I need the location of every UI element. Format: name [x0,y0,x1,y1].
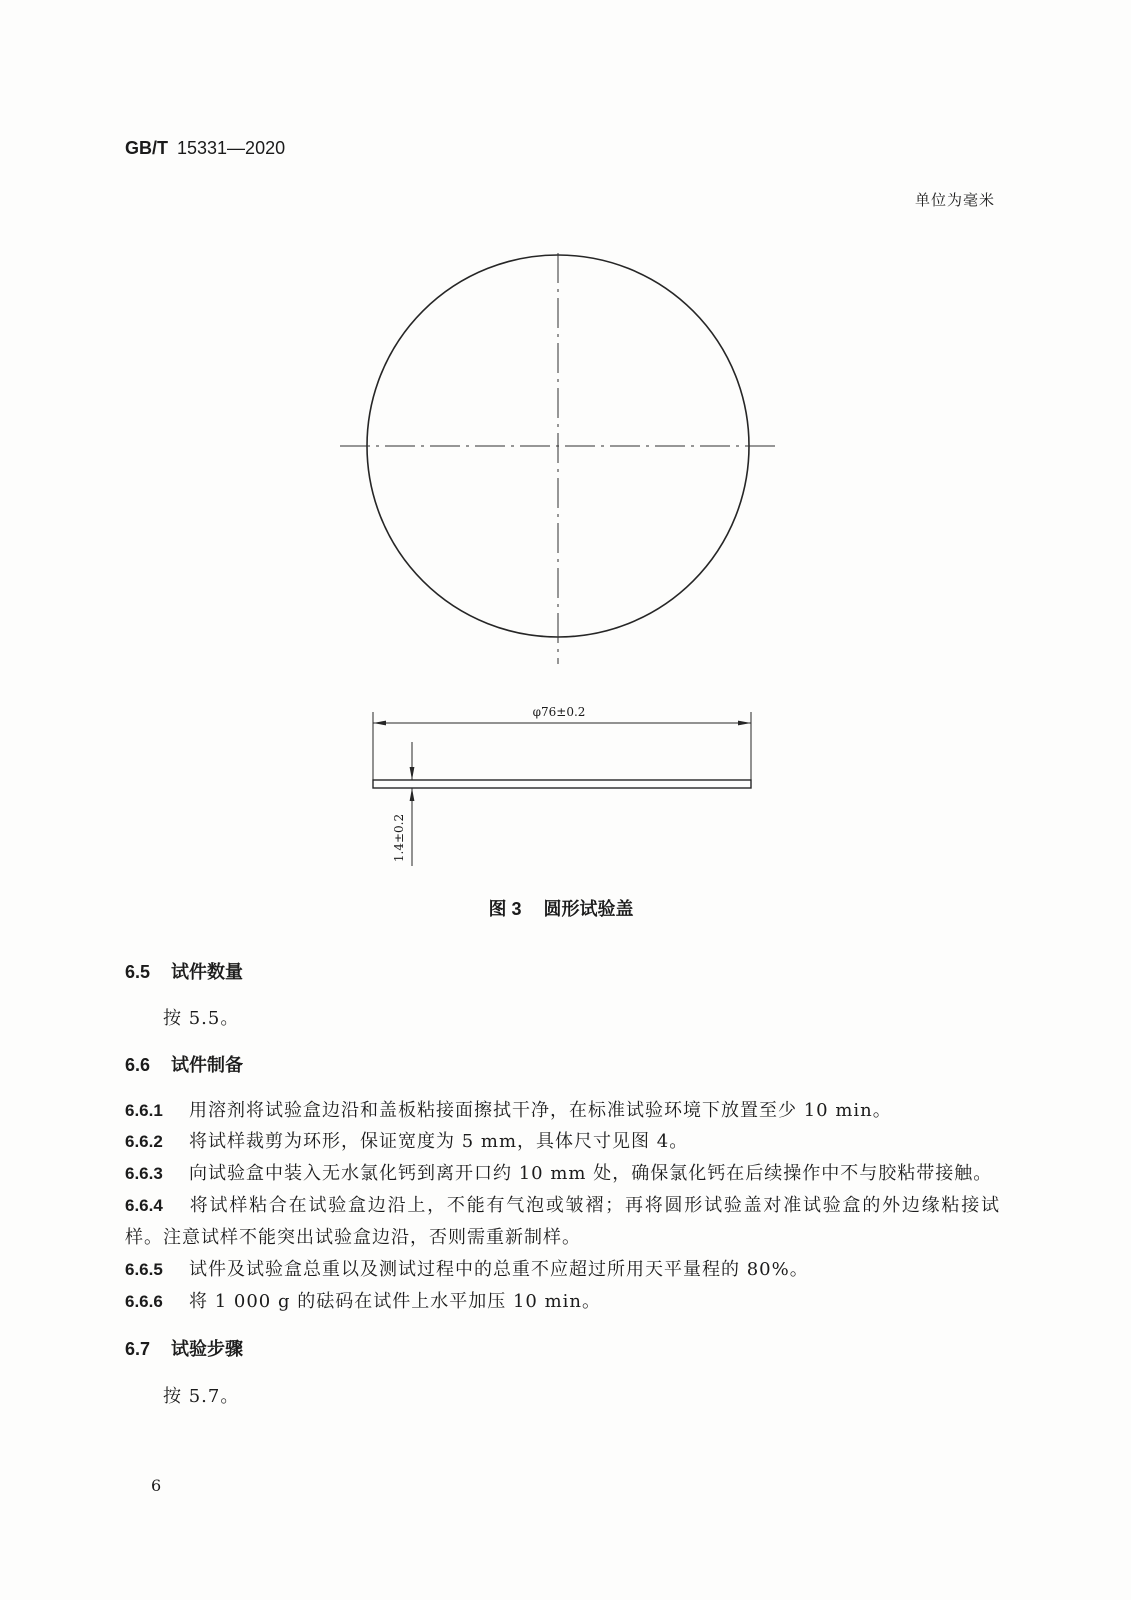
standard-code-number: 15331—2020 [177,138,286,158]
clause-6-6-3 [125,1162,992,1186]
section-heading-6-7 [125,1337,243,1361]
lid-side-profile [373,780,751,788]
section-body-6-5: 按 5.5。 [163,1008,240,1029]
section-heading-6-6 [125,1053,243,1077]
clause-6-6-4 [125,1194,1000,1218]
clause-number: 6.6.5 [125,1260,163,1279]
clause-6-6-1 [125,1099,892,1123]
figure-caption-label: 图 3 [488,899,522,919]
section-number: 6.5 [125,962,151,982]
diameter-arrowhead-right [738,721,751,726]
page-number: 6 [151,1476,162,1495]
clause-number: 6.6.2 [125,1132,163,1151]
section-number: 6.6 [125,1055,151,1075]
standard-code-prefix: GB/T [125,138,168,158]
section-body-6-7: 按 5.7。 [163,1386,240,1407]
clause-text: 用溶剂将试验盒边沿和盖板粘接面擦拭干净，在标准试验环境下放置至少 10 min。 [189,1100,892,1121]
section-number: 6.7 [125,1339,151,1359]
clause-text: 将 1 000 g 的砝码在试件上水平加压 10 min。 [189,1291,601,1312]
clause-number: 6.6.4 [125,1196,163,1215]
clause-text-line-2: 样。注意试样不能突出试验盒边沿，否则需重新制样。 [125,1227,581,1248]
section-title: 试件制备 [171,1055,243,1075]
clause-6-6-6 [125,1290,601,1314]
clause-6-6-4-continuation [125,1226,581,1250]
thickness-label: 1.4±0.2 [392,813,406,863]
clause-number: 6.6.6 [125,1292,163,1311]
figure-caption [0,897,1122,921]
clause-number: 6.6.3 [125,1164,163,1183]
thickness-arrowhead-lower [410,788,415,801]
unit-note: 单位为毫米 [914,191,995,209]
clause-text: 试件及试验盒总重以及测试过程中的总重不应超过所用天平量程的 80%。 [189,1259,809,1280]
section-title: 试件数量 [171,962,243,982]
clause-text: 将试样裁剪为环形，保证宽度为 5 mm，具体尺寸见图 4。 [189,1131,689,1152]
clause-number: 6.6.1 [125,1101,163,1120]
section-heading-6-5 [125,960,243,984]
diameter-label: φ76±0.2 [532,705,586,719]
thickness-arrowhead-upper [410,767,415,780]
clause-6-6-5 [125,1258,809,1282]
clause-6-6-2 [125,1130,688,1154]
diameter-arrowhead-left [373,721,386,726]
clause-text-line-1: 将试样粘合在试验盒边沿上，不能有气泡或皱褶；再将圆形试验盖对准试验盒的外边缘粘接试 [189,1195,1000,1216]
figure-caption-title: 圆形试验盖 [543,899,634,919]
section-title: 试验步骤 [171,1339,243,1359]
clause-text: 向试验盒中装入无水氯化钙到离开口约 10 mm 处，确保氯化钙在后续操作中不与胶粘带接触。 [189,1163,993,1184]
